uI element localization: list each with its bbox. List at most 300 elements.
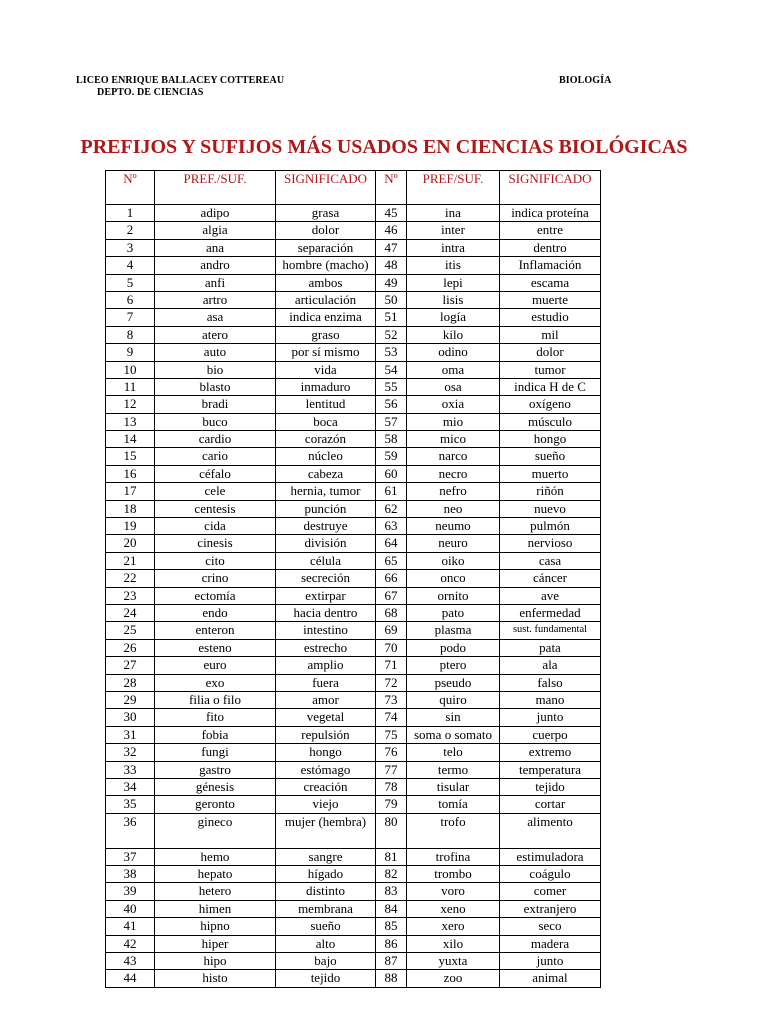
row-prefix: cito: [155, 552, 276, 569]
table-row: [106, 691, 601, 708]
row-meaning: lentitud: [276, 396, 376, 413]
row-prefix: gineco: [155, 813, 276, 848]
table-row: [106, 344, 601, 361]
row-number-2: 74: [376, 709, 407, 726]
row-meaning: intestino: [276, 622, 376, 639]
table-row: [106, 535, 601, 552]
row-meaning-2: músculo: [500, 413, 601, 430]
table-row: [106, 709, 601, 726]
row-prefix: cele: [155, 483, 276, 500]
table-row: [106, 970, 601, 987]
subject-label: BIOLOGÍA: [559, 75, 612, 86]
row-prefix: fito: [155, 709, 276, 726]
row-prefix: auto: [155, 344, 276, 361]
row-meaning-2: seco: [500, 918, 601, 935]
col-prefix-header-2: PREF/SUF.: [407, 171, 500, 205]
row-number: 32: [106, 744, 155, 761]
row-meaning: bajo: [276, 953, 376, 970]
row-meaning-2: comer: [500, 883, 601, 900]
row-number: 40: [106, 900, 155, 917]
row-meaning: amor: [276, 691, 376, 708]
row-number-2: 60: [376, 465, 407, 482]
row-prefix: centesis: [155, 500, 276, 517]
row-prefix: gastro: [155, 761, 276, 778]
row-prefix-2: odino: [407, 344, 500, 361]
row-number: 9: [106, 344, 155, 361]
table-row: [106, 274, 601, 291]
row-number-2: 64: [376, 535, 407, 552]
row-number-2: 87: [376, 953, 407, 970]
row-prefix: anfi: [155, 274, 276, 291]
row-number-2: 83: [376, 883, 407, 900]
row-number: 29: [106, 691, 155, 708]
row-prefix: cardio: [155, 431, 276, 448]
row-number: 10: [106, 361, 155, 378]
row-number: 24: [106, 604, 155, 621]
row-meaning: membrana: [276, 900, 376, 917]
row-prefix-2: tisular: [407, 778, 500, 795]
row-meaning-2: alimento: [500, 813, 601, 848]
row-number-2: 66: [376, 570, 407, 587]
row-number: 26: [106, 639, 155, 656]
row-meaning: distinto: [276, 883, 376, 900]
row-prefix-2: yuxta: [407, 953, 500, 970]
row-prefix: hipno: [155, 918, 276, 935]
table-row: [106, 396, 601, 413]
table-row: [106, 744, 601, 761]
row-prefix-2: narco: [407, 448, 500, 465]
row-meaning: hombre (macho): [276, 257, 376, 274]
row-prefix-2: mio: [407, 413, 500, 430]
table-row: [106, 570, 601, 587]
row-meaning: estrecho: [276, 639, 376, 656]
row-number-2: 56: [376, 396, 407, 413]
table-row: [106, 361, 601, 378]
row-prefix-2: trombo: [407, 866, 500, 883]
row-meaning-2: mil: [500, 326, 601, 343]
row-number-2: 82: [376, 866, 407, 883]
table-row: [106, 378, 601, 395]
table-row: [106, 918, 601, 935]
row-prefix-2: zoo: [407, 970, 500, 987]
row-number-2: 72: [376, 674, 407, 691]
row-number: 44: [106, 970, 155, 987]
row-prefix-2: osa: [407, 378, 500, 395]
row-number: 42: [106, 935, 155, 952]
row-number: 25: [106, 622, 155, 639]
row-meaning-2: extremo: [500, 744, 601, 761]
table-row: [106, 953, 601, 970]
row-prefix-2: xilo: [407, 935, 500, 952]
table-row: [106, 674, 601, 691]
row-prefix: exo: [155, 674, 276, 691]
row-meaning-2: junto: [500, 953, 601, 970]
prefix-suffix-table: [105, 170, 601, 988]
row-prefix-2: oma: [407, 361, 500, 378]
row-prefix: histo: [155, 970, 276, 987]
row-prefix-2: trofo: [407, 813, 500, 848]
row-prefix: hipo: [155, 953, 276, 970]
row-number-2: 81: [376, 848, 407, 865]
row-meaning-2: sust. fundamental: [500, 622, 601, 639]
row-meaning: alto: [276, 935, 376, 952]
row-meaning: grasa: [276, 205, 376, 222]
row-number-2: 61: [376, 483, 407, 500]
row-prefix: fobia: [155, 726, 276, 743]
row-prefix-2: xero: [407, 918, 500, 935]
row-prefix-2: podo: [407, 639, 500, 656]
row-number-2: 58: [376, 431, 407, 448]
row-number: 8: [106, 326, 155, 343]
row-meaning: indica enzima: [276, 309, 376, 326]
row-prefix-2: mico: [407, 431, 500, 448]
table-row: [106, 622, 601, 639]
row-number: 16: [106, 465, 155, 482]
row-prefix: bradi: [155, 396, 276, 413]
row-prefix: asa: [155, 309, 276, 326]
row-number: 13: [106, 413, 155, 430]
row-number: 37: [106, 848, 155, 865]
department-name: DEPTO. DE CIENCIAS: [97, 87, 204, 98]
table-row: [106, 291, 601, 308]
row-number: 35: [106, 796, 155, 813]
row-number: 28: [106, 674, 155, 691]
row-prefix-2: itis: [407, 257, 500, 274]
row-meaning-2: casa: [500, 552, 601, 569]
row-meaning: vegetal: [276, 709, 376, 726]
row-meaning-2: madera: [500, 935, 601, 952]
row-prefix: enteron: [155, 622, 276, 639]
row-prefix: buco: [155, 413, 276, 430]
row-prefix-2: kilo: [407, 326, 500, 343]
table-row: [106, 239, 601, 256]
row-meaning-2: extranjero: [500, 900, 601, 917]
table-row: [106, 587, 601, 604]
row-prefix: ectomía: [155, 587, 276, 604]
row-meaning: división: [276, 535, 376, 552]
row-prefix: bio: [155, 361, 276, 378]
row-number: 12: [106, 396, 155, 413]
row-meaning: corazón: [276, 431, 376, 448]
row-prefix-2: lisis: [407, 291, 500, 308]
row-number-2: 47: [376, 239, 407, 256]
row-prefix-2: ptero: [407, 657, 500, 674]
row-prefix-2: trofina: [407, 848, 500, 865]
row-prefix: esteno: [155, 639, 276, 656]
row-meaning: fuera: [276, 674, 376, 691]
table-row: [106, 431, 601, 448]
row-meaning-2: estimuladora: [500, 848, 601, 865]
row-prefix: ana: [155, 239, 276, 256]
row-meaning-2: tejido: [500, 778, 601, 795]
row-meaning: cabeza: [276, 465, 376, 482]
row-prefix-2: onco: [407, 570, 500, 587]
row-number-2: 46: [376, 222, 407, 239]
row-meaning: sueño: [276, 918, 376, 935]
row-number: 36: [106, 813, 155, 848]
row-meaning: articulación: [276, 291, 376, 308]
table-row: [106, 935, 601, 952]
row-meaning: hernia, tumor: [276, 483, 376, 500]
row-prefix: artro: [155, 291, 276, 308]
row-meaning-2: cortar: [500, 796, 601, 813]
row-meaning: inmaduro: [276, 378, 376, 395]
row-meaning-2: indica H de C: [500, 378, 601, 395]
row-meaning: núcleo: [276, 448, 376, 465]
row-meaning: hígado: [276, 866, 376, 883]
row-number: 6: [106, 291, 155, 308]
row-prefix-2: sin: [407, 709, 500, 726]
row-meaning: secreción: [276, 570, 376, 587]
row-prefix: endo: [155, 604, 276, 621]
row-meaning: extirpar: [276, 587, 376, 604]
row-number-2: 59: [376, 448, 407, 465]
row-prefix: céfalo: [155, 465, 276, 482]
row-number: 23: [106, 587, 155, 604]
row-number-2: 73: [376, 691, 407, 708]
row-number: 18: [106, 500, 155, 517]
table-row: [106, 796, 601, 813]
table-row: [106, 413, 601, 430]
table-row: [106, 326, 601, 343]
row-number: 4: [106, 257, 155, 274]
row-meaning: viejo: [276, 796, 376, 813]
table-row: [106, 866, 601, 883]
row-meaning: mujer (hembra): [276, 813, 376, 848]
row-meaning-2: mano: [500, 691, 601, 708]
row-prefix: geronto: [155, 796, 276, 813]
row-number: 2: [106, 222, 155, 239]
row-prefix-2: tomía: [407, 796, 500, 813]
row-prefix: crino: [155, 570, 276, 587]
row-number-2: 79: [376, 796, 407, 813]
row-meaning-2: falso: [500, 674, 601, 691]
row-meaning: amplio: [276, 657, 376, 674]
row-prefix-2: oxia: [407, 396, 500, 413]
table-row: [106, 518, 601, 535]
row-number-2: 65: [376, 552, 407, 569]
row-meaning-2: coágulo: [500, 866, 601, 883]
page-title: PREFIJOS Y SUFIJOS MÁS USADOS EN CIENCIAS BIOLÓGICAS: [80, 136, 688, 158]
table-row: [106, 848, 601, 865]
row-meaning-2: muerte: [500, 291, 601, 308]
row-meaning: graso: [276, 326, 376, 343]
table-row: [106, 257, 601, 274]
table-row: [106, 813, 601, 848]
row-meaning-2: escama: [500, 274, 601, 291]
row-number-2: 50: [376, 291, 407, 308]
table-row: [106, 900, 601, 917]
row-number-2: 86: [376, 935, 407, 952]
row-prefix-2: neo: [407, 500, 500, 517]
row-prefix: hepato: [155, 866, 276, 883]
row-prefix: cinesis: [155, 535, 276, 552]
row-number: 27: [106, 657, 155, 674]
row-meaning: punción: [276, 500, 376, 517]
row-number: 22: [106, 570, 155, 587]
row-prefix-2: inter: [407, 222, 500, 239]
row-number: 33: [106, 761, 155, 778]
row-number-2: 45: [376, 205, 407, 222]
row-prefix: cario: [155, 448, 276, 465]
row-meaning-2: sueño: [500, 448, 601, 465]
row-number: 31: [106, 726, 155, 743]
row-prefix: filia o filo: [155, 691, 276, 708]
row-meaning-2: dentro: [500, 239, 601, 256]
row-prefix: adipo: [155, 205, 276, 222]
row-meaning-2: temperatura: [500, 761, 601, 778]
table-row: [106, 639, 601, 656]
row-prefix-2: ornito: [407, 587, 500, 604]
row-number-2: 49: [376, 274, 407, 291]
table-row: [106, 604, 601, 621]
row-number: 3: [106, 239, 155, 256]
row-meaning-2: tumor: [500, 361, 601, 378]
row-prefix: euro: [155, 657, 276, 674]
row-meaning-2: estudio: [500, 309, 601, 326]
col-number-header-2: Nº: [376, 171, 407, 205]
table-row: [106, 465, 601, 482]
row-prefix: fungi: [155, 744, 276, 761]
row-prefix-2: lepi: [407, 274, 500, 291]
row-number: 19: [106, 518, 155, 535]
row-number-2: 67: [376, 587, 407, 604]
row-number-2: 80: [376, 813, 407, 848]
table-row: [106, 222, 601, 239]
row-number: 1: [106, 205, 155, 222]
row-meaning: estómago: [276, 761, 376, 778]
row-meaning-2: cáncer: [500, 570, 601, 587]
row-meaning: creación: [276, 778, 376, 795]
row-meaning-2: dolor: [500, 344, 601, 361]
row-meaning: dolor: [276, 222, 376, 239]
row-meaning: célula: [276, 552, 376, 569]
row-number: 38: [106, 866, 155, 883]
row-number-2: 71: [376, 657, 407, 674]
row-meaning-2: Inflamación: [500, 257, 601, 274]
row-meaning-2: pulmón: [500, 518, 601, 535]
table-row: [106, 778, 601, 795]
row-number-2: 76: [376, 744, 407, 761]
row-number-2: 88: [376, 970, 407, 987]
row-prefix-2: ina: [407, 205, 500, 222]
row-number-2: 75: [376, 726, 407, 743]
row-prefix: andro: [155, 257, 276, 274]
row-number-2: 51: [376, 309, 407, 326]
row-number: 21: [106, 552, 155, 569]
row-prefix-2: pato: [407, 604, 500, 621]
row-prefix-2: oiko: [407, 552, 500, 569]
row-prefix-2: termo: [407, 761, 500, 778]
table-row: [106, 761, 601, 778]
row-prefix-2: intra: [407, 239, 500, 256]
table-row: [106, 309, 601, 326]
table-row: [106, 448, 601, 465]
row-number-2: 57: [376, 413, 407, 430]
row-number: 5: [106, 274, 155, 291]
row-number: 11: [106, 378, 155, 395]
table-header-row: [106, 171, 601, 205]
row-meaning-2: entre: [500, 222, 601, 239]
row-number-2: 54: [376, 361, 407, 378]
col-prefix-header: PREF./SUF.: [155, 171, 276, 205]
row-meaning: hongo: [276, 744, 376, 761]
row-meaning: sangre: [276, 848, 376, 865]
row-prefix-2: voro: [407, 883, 500, 900]
row-meaning-2: cuerpo: [500, 726, 601, 743]
row-meaning-2: enfermedad: [500, 604, 601, 621]
school-name: LICEO ENRIQUE BALLACEY COTTEREAU: [76, 75, 285, 86]
row-number: 17: [106, 483, 155, 500]
row-number-2: 55: [376, 378, 407, 395]
row-meaning-2: ala: [500, 657, 601, 674]
row-meaning-2: oxígeno: [500, 396, 601, 413]
row-meaning-2: hongo: [500, 431, 601, 448]
row-prefix-2: xeno: [407, 900, 500, 917]
row-meaning-2: muerto: [500, 465, 601, 482]
row-number-2: 85: [376, 918, 407, 935]
row-meaning-2: indica proteína: [500, 205, 601, 222]
table-row: [106, 883, 601, 900]
row-prefix-2: soma o somato: [407, 726, 500, 743]
row-meaning: tejido: [276, 970, 376, 987]
row-prefix-2: neuro: [407, 535, 500, 552]
row-meaning: repulsión: [276, 726, 376, 743]
row-meaning: vida: [276, 361, 376, 378]
row-number-2: 62: [376, 500, 407, 517]
row-number-2: 77: [376, 761, 407, 778]
row-prefix: algia: [155, 222, 276, 239]
row-meaning: hacia dentro: [276, 604, 376, 621]
row-number-2: 70: [376, 639, 407, 656]
row-prefix: cida: [155, 518, 276, 535]
row-number-2: 52: [376, 326, 407, 343]
row-prefix: himen: [155, 900, 276, 917]
col-meaning-header-2: SIGNIFICADO: [500, 171, 601, 205]
row-meaning: boca: [276, 413, 376, 430]
row-meaning-2: nervioso: [500, 535, 601, 552]
row-prefix-2: quiro: [407, 691, 500, 708]
row-meaning: ambos: [276, 274, 376, 291]
row-meaning: por sí mismo: [276, 344, 376, 361]
col-meaning-header: SIGNIFICADO: [276, 171, 376, 205]
row-number-2: 68: [376, 604, 407, 621]
row-meaning-2: pata: [500, 639, 601, 656]
row-number-2: 53: [376, 344, 407, 361]
row-number: 7: [106, 309, 155, 326]
table-row: [106, 657, 601, 674]
row-number-2: 84: [376, 900, 407, 917]
row-meaning-2: junto: [500, 709, 601, 726]
row-number-2: 48: [376, 257, 407, 274]
row-prefix: blasto: [155, 378, 276, 395]
row-prefix: génesis: [155, 778, 276, 795]
row-meaning-2: animal: [500, 970, 601, 987]
row-prefix-2: logía: [407, 309, 500, 326]
row-number: 41: [106, 918, 155, 935]
row-prefix-2: pseudo: [407, 674, 500, 691]
row-number-2: 63: [376, 518, 407, 535]
table-row: [106, 552, 601, 569]
row-meaning: separación: [276, 239, 376, 256]
row-number: 15: [106, 448, 155, 465]
row-prefix-2: neumo: [407, 518, 500, 535]
row-meaning-2: riñón: [500, 483, 601, 500]
row-number: 20: [106, 535, 155, 552]
row-number: 34: [106, 778, 155, 795]
row-prefix: hetero: [155, 883, 276, 900]
table-row: [106, 483, 601, 500]
